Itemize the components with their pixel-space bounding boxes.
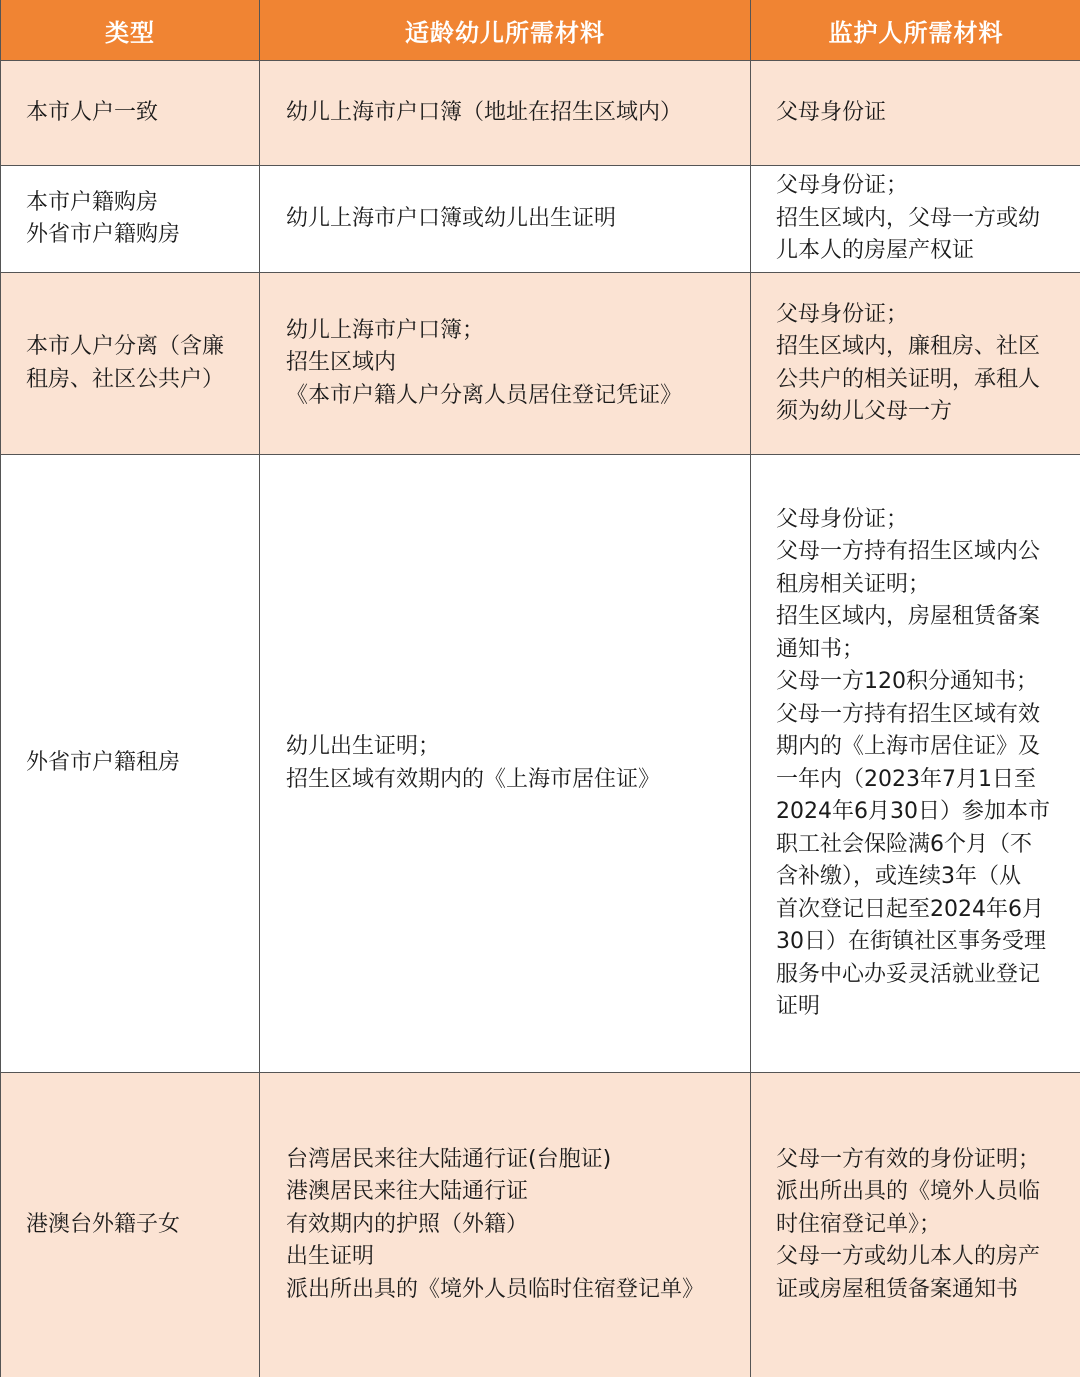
- type-line: 本市户籍购房: [26, 189, 159, 215]
- type-cell: [1, 61, 260, 165]
- table-header: [1, 0, 1080, 61]
- child-line: 派出所出具的《境外人员临时住宿登记单》: [286, 1276, 705, 1302]
- guardian-line: 派出所出具的《境外人员临: [776, 1179, 1041, 1205]
- guardian-line: 父母一方有效的身份证明；: [776, 1146, 1041, 1172]
- guardian-line: 招生区域内，父母一方或幼: [776, 205, 1041, 231]
- guardian-line: 时住宿登记单》；: [776, 1211, 942, 1237]
- guardian-line: 招生区域内，廉租房、社区: [776, 334, 1041, 359]
- guardian-line: 父母一方120积分通知书；: [776, 669, 1038, 694]
- child-line: 幼儿上海市户口簿；: [286, 317, 485, 343]
- guardian-line: 含补缴），或连续3年（从: [776, 864, 1021, 889]
- child-materials-cell: [260, 61, 751, 165]
- guardian-line: 父母一方或幼儿本人的房产: [776, 1244, 1041, 1270]
- guardian-line: 须为幼儿父母一方: [776, 399, 953, 424]
- type-line: 租房、社区公共户）: [26, 366, 225, 392]
- header-child-materials: 适龄幼儿所需材料: [260, 0, 751, 60]
- table-row: [1, 61, 1080, 166]
- guardian-line: 30日）在街镇社区事务受理: [776, 929, 1046, 954]
- type-line: 本市人户一致: [26, 99, 159, 125]
- child-line: 有效期内的护照（外籍）: [286, 1211, 529, 1237]
- guardian-line: 父母一方持有招生区域有效: [776, 701, 1041, 727]
- guardian-line: 公共户的相关证明，承租人: [776, 366, 1041, 392]
- child-line: 招生区域内: [286, 350, 397, 376]
- guardian-line: 父母一方持有招生区域内公: [776, 539, 1041, 564]
- guardian-materials-cell: [751, 61, 1080, 165]
- guardian-line: 一年内（2023年7月1日至: [776, 766, 1036, 792]
- guardian-materials-cell: [751, 166, 1080, 272]
- table-row: [1, 273, 1080, 455]
- child-line: 台湾居民来往大陆通行证(台胞证): [286, 1146, 612, 1172]
- type-line: 外省市户籍租房: [26, 750, 181, 776]
- guardian-line: 父母身份证；: [776, 301, 909, 327]
- guardian-line: 首次登记日起至2024年6月: [776, 896, 1044, 922]
- table-row: [1, 1073, 1080, 1377]
- guardian-line: 2024年6月30日）参加本市: [776, 799, 1050, 824]
- guardian-line: 证明: [776, 994, 821, 1019]
- guardian-line: 父母身份证；: [776, 173, 909, 199]
- guardian-line: 儿本人的房屋产权证: [776, 238, 975, 264]
- guardian-line: 招生区域内，房屋租赁备案: [776, 604, 1041, 629]
- guardian-line: 期内的《上海市居住证》及: [776, 734, 1041, 759]
- guardian-line: 服务中心办妥灵活就业登记: [776, 961, 1041, 987]
- table-row: [1, 166, 1080, 273]
- child-line: 招生区域有效期内的《上海市居住证》: [286, 766, 661, 792]
- header-type: 类型: [1, 0, 260, 60]
- child-line: 幼儿上海市户口簿（地址在招生区域内）: [286, 99, 683, 125]
- table-row: [1, 455, 1080, 1073]
- child-line: 幼儿出生证明；: [286, 734, 441, 759]
- type-cell: [1, 1073, 260, 1377]
- guardian-line: 父母身份证；: [776, 506, 909, 532]
- type-cell: [1, 273, 260, 454]
- guardian-line: 父母身份证: [776, 99, 887, 125]
- child-line: 《本市户籍人户分离人员居住登记凭证》: [286, 382, 683, 408]
- type-line: 港澳台外籍子女: [26, 1211, 181, 1237]
- type-line: 本市人户分离（含廉: [26, 334, 225, 359]
- type-line: 外省市户籍购房: [26, 222, 181, 247]
- child-materials-cell: [260, 166, 751, 272]
- guardian-line: 职工社会保险满6个月（不: [776, 831, 1032, 857]
- child-line: 幼儿上海市户口簿或幼儿出生证明: [286, 205, 617, 231]
- child-materials-cell: [260, 1073, 751, 1377]
- guardian-line: 证或房屋租赁备案通知书: [776, 1276, 1019, 1302]
- child-line: 港澳居民来往大陆通行证: [286, 1179, 529, 1205]
- guardian-materials-cell: [751, 273, 1080, 454]
- child-line: 出生证明: [286, 1244, 375, 1270]
- child-materials-cell: [260, 455, 751, 1072]
- guardian-materials-cell: [751, 455, 1080, 1072]
- guardian-line: 租房相关证明；: [776, 571, 931, 597]
- child-materials-cell: [260, 273, 751, 454]
- guardian-line: 通知书；: [776, 636, 865, 662]
- header-guardian-materials: 监护人所需材料: [828, 18, 1004, 47]
- guardian-materials-cell: [751, 1073, 1080, 1377]
- type-cell: [1, 166, 260, 272]
- type-cell: [1, 455, 260, 1072]
